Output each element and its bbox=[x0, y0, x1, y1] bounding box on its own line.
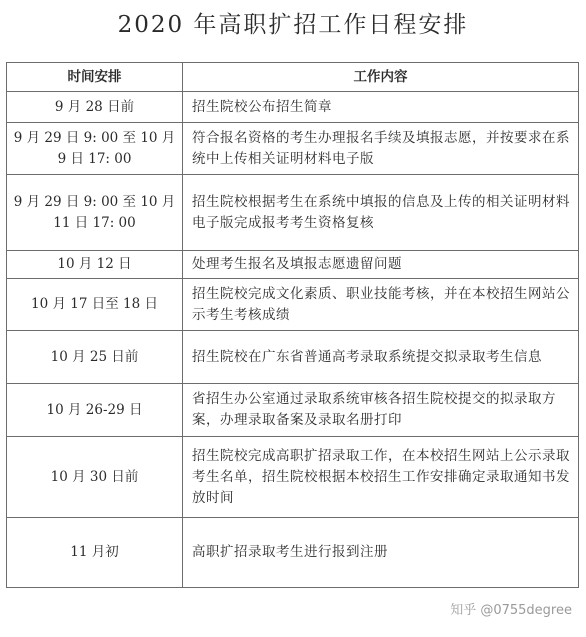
row-content: 高职扩招录取考生进行报到注册 bbox=[183, 518, 579, 588]
table-header-row bbox=[7, 63, 579, 92]
table-row bbox=[7, 92, 579, 123]
row-content: 省招生办公室通过录取系统审核各招生院校提交的拟录取方案，办理录取备案及录取名册打印 bbox=[183, 384, 579, 437]
zhihu-watermark: 知乎 @0755degree bbox=[450, 603, 572, 618]
page-title: 2020 年高职扩招工作日程安排 bbox=[117, 12, 469, 38]
row-time: 10 月 25 日前 bbox=[7, 331, 183, 384]
table-row bbox=[7, 437, 579, 518]
row-time: 10 月 12 日 bbox=[7, 251, 183, 279]
table-row bbox=[7, 384, 579, 437]
row-time: 10 月 30 日前 bbox=[7, 437, 183, 518]
table-row bbox=[7, 175, 579, 251]
header-content: 工作内容 bbox=[183, 63, 579, 92]
row-content: 处理考生报名及填报志愿遗留问题 bbox=[183, 251, 579, 279]
row-content: 招生院校公布招生简章 bbox=[183, 92, 579, 123]
row-time: 9 月 28 日前 bbox=[7, 92, 183, 123]
row-content: 招生院校完成高职扩招录取工作，在本校招生网站上公示录取考生名单，招生院校根据本校招生工作安排确定录取通知书发放时间 bbox=[183, 437, 579, 518]
table-row bbox=[7, 123, 579, 175]
row-content: 招生院校完成文化素质、职业技能考核，并在本校招生网站公示考生考核成绩 bbox=[183, 279, 579, 331]
row-content: 符合报名资格的考生办理报名手续及填报志愿，并按要求在系统中上传相关证明材料电子版 bbox=[183, 123, 579, 175]
row-time: 10 月 26-29 日 bbox=[7, 384, 183, 437]
row-time: 11 月初 bbox=[7, 518, 183, 588]
table-row bbox=[7, 331, 579, 384]
row-time: 9 月 29 日 9: 00 至 10 月 9 日 17: 00 bbox=[7, 123, 183, 175]
table-row bbox=[7, 518, 579, 588]
schedule-table bbox=[6, 62, 579, 588]
header-time: 时间安排 bbox=[7, 63, 183, 92]
row-time: 10 月 17 日至 18 日 bbox=[7, 279, 183, 331]
row-content: 招生院校根据考生在系统中填报的信息及上传的相关证明材料电子版完成报考考生资格复核 bbox=[183, 175, 579, 251]
row-content: 招生院校在广东省普通高考录取系统提交拟录取考生信息 bbox=[183, 331, 579, 384]
table-row bbox=[7, 279, 579, 331]
table-row bbox=[7, 251, 579, 279]
row-time: 9 月 29 日 9: 00 至 10 月 11 日 17: 00 bbox=[7, 175, 183, 251]
